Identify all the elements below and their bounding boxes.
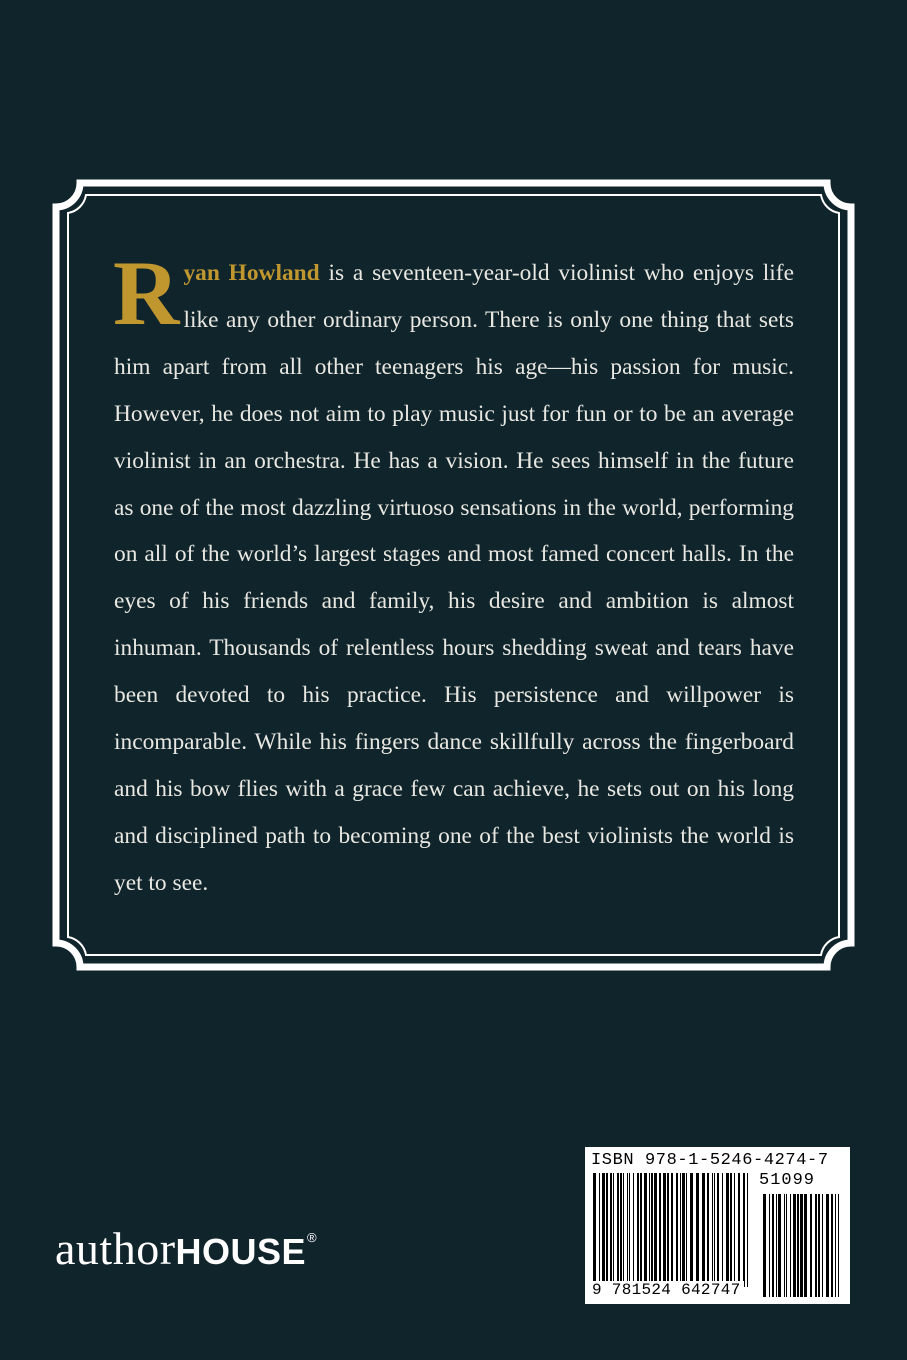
barcode-bar [702, 1173, 705, 1287]
barcode-bar [822, 1194, 823, 1297]
barcode-bar [726, 1173, 729, 1287]
barcode-bar [651, 1173, 653, 1287]
barcode-bar [649, 1173, 650, 1287]
barcode-bar [714, 1173, 715, 1287]
barcode-bar [682, 1173, 685, 1287]
barcode-bar [734, 1173, 735, 1287]
barcode-bar [797, 1194, 799, 1297]
barcode-bar [730, 1173, 732, 1287]
barcode-bar [804, 1194, 807, 1297]
book-blurb [113, 242, 794, 907]
barcode-bar [818, 1194, 820, 1297]
barcode-bar [680, 1173, 681, 1287]
barcode-bar [671, 1173, 673, 1287]
publisher-logo [55, 1222, 317, 1275]
barcode-bar [602, 1173, 605, 1287]
protagonist-name: yan Howland [183, 260, 320, 286]
barcode-bar [686, 1173, 687, 1287]
barcode-bar [629, 1173, 630, 1287]
barcode-bar [640, 1173, 642, 1287]
barcode-bar [826, 1194, 829, 1297]
barcode-bar [784, 1194, 785, 1297]
ean-digits: 9 781524 642747 [589, 1281, 744, 1299]
barcode-bar [696, 1173, 699, 1287]
barcode-bar [831, 1194, 833, 1297]
isbn-text: ISBN 978-1-5246-4274-7 [591, 1151, 829, 1170]
barcode-bar [790, 1194, 791, 1297]
barcode-bar [800, 1194, 803, 1297]
barcode-bar [623, 1173, 624, 1287]
barcode-bar [793, 1194, 796, 1297]
barcode-bar [690, 1173, 693, 1287]
logo-author-text: author [55, 1223, 176, 1274]
barcode-bar [835, 1194, 836, 1297]
barcode-bar [606, 1173, 608, 1287]
barcode-bar [786, 1194, 787, 1297]
logo-house-text: HOUSE [175, 1231, 307, 1272]
barcode-bar [633, 1173, 634, 1287]
barcode-bar [738, 1173, 740, 1287]
barcode-bar [722, 1173, 723, 1287]
barcode-bar [676, 1173, 678, 1287]
barcode-bar [667, 1173, 669, 1287]
barcode-bar [707, 1173, 709, 1287]
barcode-bar [663, 1173, 666, 1287]
barcode-bar [654, 1173, 657, 1287]
barcode-bar [778, 1194, 781, 1297]
barcode-bar [617, 1173, 619, 1287]
barcode-bar [637, 1173, 639, 1287]
barcode-bar [763, 1194, 766, 1297]
barcode-bar [659, 1173, 661, 1287]
barcode-bar [776, 1194, 777, 1297]
barcode-bar [644, 1173, 647, 1287]
barcode-bar [613, 1173, 614, 1287]
drop-cap-letter: R [113, 242, 180, 344]
barcode-bar [620, 1173, 622, 1287]
barcode-bar [810, 1194, 812, 1297]
price-code-text: 51099 [759, 1171, 816, 1190]
barcode-bar [838, 1194, 839, 1297]
barcode-bar [772, 1194, 774, 1297]
barcode-bar [593, 1173, 596, 1287]
barcode-bar [747, 1173, 748, 1287]
barcode-bar [717, 1173, 719, 1287]
isbn-barcode-box [585, 1147, 850, 1304]
blurb-body-text: is a seventeen-year-old violinist who enjoys life like any other ordinary person. There is only one thing that sets him apart from all other teenagers his age—his passion for music. However, he does not aim to play music just for fun or to be an average violinist in an orchestra. He has a vision. He sees himself in the future as one of the most dazzling virtuoso sensations in the world, performing on all of the world’s largest stages and most famed concert halls. In the eyes of his friends and family, his desire and ambition is almost inhuman. Thousands of relentless hours shedding sweat and tears have been devoted to his practice. His persistence and willpower is incomparable. While his fingers dance skillfully across the fingerboard and his bow flies with a grace few can achieve, he sets out on his long and disciplined path to becoming one of the best violinists the world is yet to see. [114, 260, 794, 896]
registered-mark: ® [307, 1230, 317, 1245]
barcode-bar [815, 1194, 817, 1297]
barcode-bar [610, 1173, 612, 1287]
barcode-bar [769, 1194, 770, 1297]
barcode-bar [627, 1173, 628, 1287]
barcode-bar [712, 1173, 713, 1287]
barcode-bar [743, 1173, 745, 1287]
barcode-bar [599, 1173, 600, 1287]
